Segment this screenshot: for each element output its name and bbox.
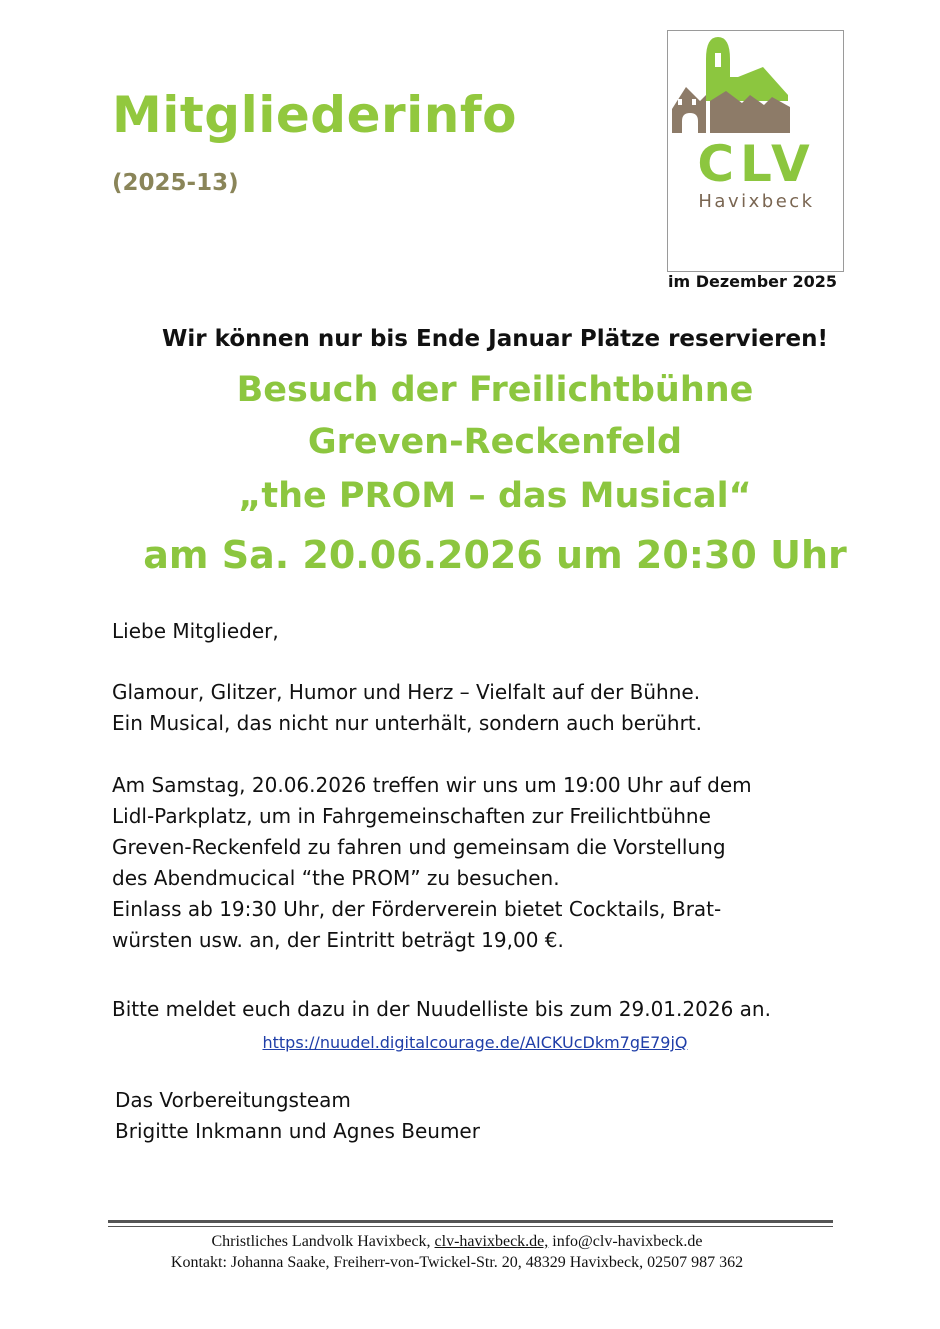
intro-line: Ein Musical, das nicht nur unterhält, sondern auch berührt. bbox=[112, 711, 703, 735]
logo-abbr: CLV bbox=[697, 135, 816, 193]
page-title: Mitgliederinfo bbox=[112, 86, 517, 144]
nuudel-link[interactable]: https://nuudel.digitalcourage.de/AICKUcDkm7gE79jQ bbox=[262, 1033, 688, 1052]
clv-logo bbox=[667, 30, 844, 272]
footer-line-1 bbox=[0, 1233, 914, 1251]
signature-team: Das Vorbereitungsteam bbox=[115, 1088, 351, 1112]
house-window bbox=[678, 99, 682, 105]
footer-org: Christliches Landvolk Havixbeck, bbox=[211, 1233, 431, 1250]
church-window bbox=[715, 53, 721, 67]
headline-line-2: Greven-Reckenfeld bbox=[307, 422, 683, 462]
issue-number: (2025-13) bbox=[112, 170, 239, 196]
details-line: Greven-Reckenfeld zu fahren und gemeinsam die Vorstellung bbox=[112, 835, 726, 859]
reservation-notice: Wir können nur bis Ende Januar Plätze reservieren! bbox=[162, 326, 828, 352]
greeting: Liebe Mitglieder, bbox=[112, 619, 279, 643]
details-line: Lidl-Parkplatz, um in Fahrgemeinschaften zur Freilichtbühne bbox=[112, 804, 711, 828]
headline-date: am Sa. 20.06.2026 um 20:30 Uhr bbox=[143, 533, 847, 577]
details-line: des Abendmucical “the PROM” zu besuchen. bbox=[112, 866, 560, 890]
footer-website-link[interactable]: clv-havixbeck.de, bbox=[434, 1233, 549, 1250]
details-line: Einlass ab 19:30 Uhr, der Förderverein bietet Cocktails, Brat- bbox=[112, 897, 722, 921]
church-shape bbox=[706, 37, 788, 101]
details-line: Am Samstag, 20.06.2026 treffen wir uns um 19:00 Uhr auf dem bbox=[112, 773, 752, 797]
gatehouse-shape bbox=[672, 87, 706, 133]
footer-email[interactable]: info@clv-havixbeck.de bbox=[552, 1233, 703, 1250]
footer-divider-thin bbox=[108, 1226, 833, 1227]
signature-names: Brigitte Inkmann und Agnes Beumer bbox=[115, 1119, 480, 1143]
intro-line: Glamour, Glitzer, Humor und Herz – Vielfalt auf der Bühne. bbox=[112, 680, 701, 704]
details-line: würsten usw. an, der Eintritt beträgt 19,00 €. bbox=[112, 928, 564, 952]
footer-divider bbox=[108, 1220, 833, 1223]
logo-town: Havixbeck bbox=[698, 191, 815, 212]
footer-contact: Kontakt: Johanna Saake, Freiherr-von-Twickel-Str. 20, 48329 Havixbeck, 02507 987 362 bbox=[170, 1254, 744, 1271]
issue-date: im Dezember 2025 bbox=[668, 272, 837, 291]
house-window bbox=[692, 99, 696, 105]
signup-text: Bitte meldet euch dazu in der Nuudelliste bis zum 29.01.2026 an. bbox=[112, 997, 771, 1021]
headline-line-3: „the PROM – das Musical“ bbox=[238, 476, 752, 516]
headline-line-1: Besuch der Freilichtbühne bbox=[236, 370, 754, 410]
